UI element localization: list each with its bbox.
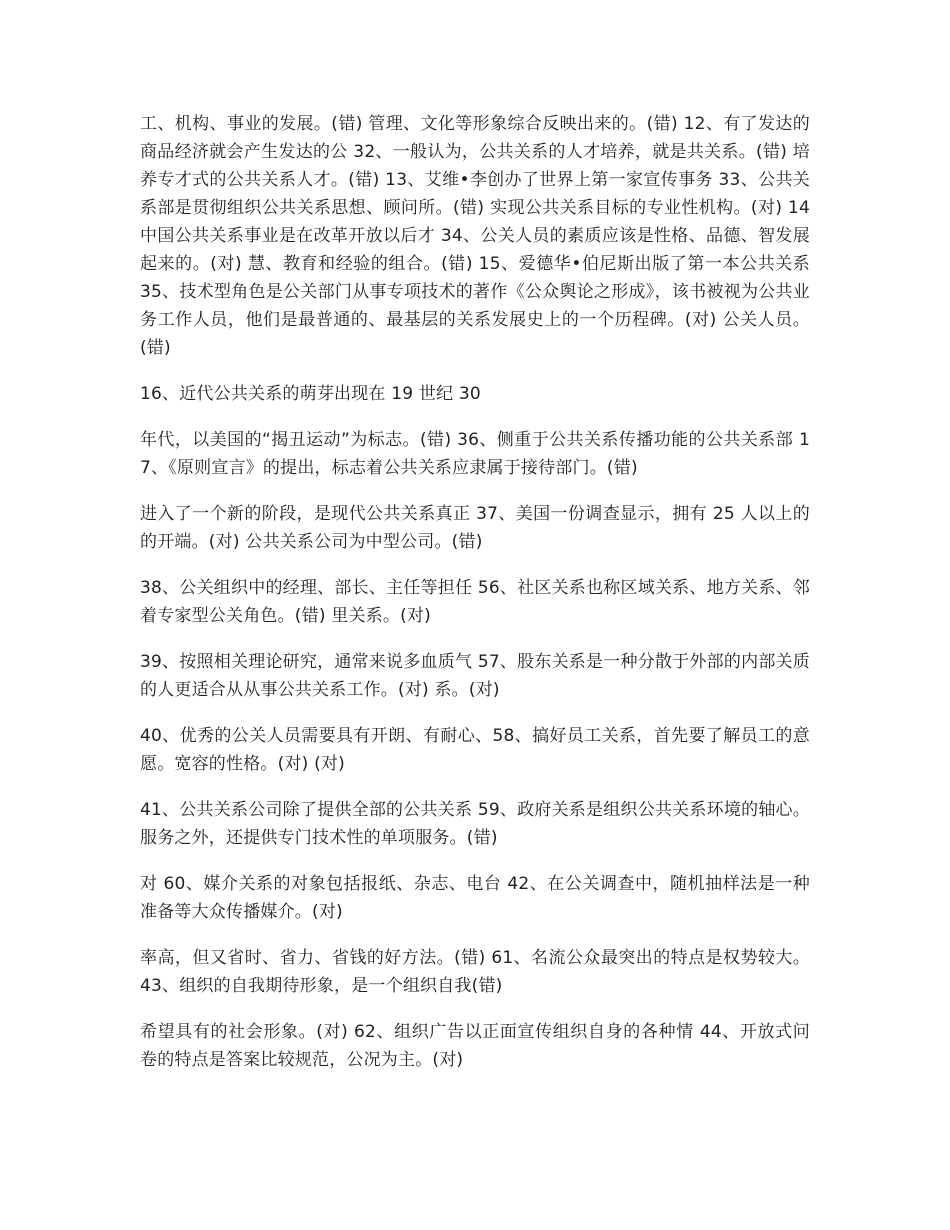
paragraph-9: 对 60、媒介关系的对象包括报纸、杂志、电台 42、在公关调查中，随机抽样法是一种准备等大众传播媒介。(对) — [140, 874, 810, 922]
paragraph-4: 进入了一个新的阶段，是现代公共关系真正 37、美国一份调查显示，拥有 25 人以上的的开端。(对) 公共关系公司为中型公司。(错) — [140, 504, 810, 552]
paragraph-11: 希望具有的社会形象。(对) 62、组织广告以正面宣传组织自身的各种情 44、开放式问卷的特点是答案比较规范，公况为主。(对) — [140, 1022, 810, 1070]
paragraph-8: 41、公共关系公司除了提供全部的公共关系 59、政府关系是组织公共关系环境的轴心。服务之外，还提供专门技术性的单项服务。(错) — [140, 800, 810, 848]
paragraph-1: 工、机构、事业的发展。(错) 管理、文化等形象综合反映出来的。(错) 12、有了发达的商品经济就会产生发达的公 32、一般认为，公共关系的人才培养，就是共关系。(错) 培养专才式的公共关系人才。(错) 13、艾维•李创办了世界上第一家宣传事务 33、公共关系部是贯彻组织公共关系思想、顾问所。(错) 实现公共关系目标的专业性机构。(对) 14 中国公共关系事业是在改革开放以后才 34、公关人员的素质应该是性格、品德、智发展起来的。(对) 慧、教育和经验的组合。(错) 15、爱德华•伯尼斯出版了第一本公共关系 35、技术型角色是公关部门从事专项技术的著作《公众舆论之形成》，该书被视为公共业务工作人员，他们是最普通的、最基层的关系发展史上的一个历程碑。(对) 公关人员。(错) — [140, 114, 810, 358]
paragraph-3: 年代，以美国的“揭丑运动”为标志。(错) 36、侧重于公共关系传播功能的公共关系部 17、《原则宣言》的提出，标志着公共关系应隶属于接待部门。(错) — [140, 430, 810, 478]
document-body — [140, 110, 810, 1092]
paragraph-5: 38、公关组织中的经理、部长、主任等担任 56、社区关系也称区域关系、地方关系、邻着专家型公关角色。(错) 里关系。(对) — [140, 578, 810, 626]
paragraph-6: 39、按照相关理论研究，通常来说多血质气 57、股东关系是一种分散于外部的内部关质的人更适合从从事公共关系工作。(对) 系。(对) — [140, 652, 810, 700]
paragraph-10: 率高，但又省时、省力、省钱的好方法。(错) 61、名流公众最突出的特点是权势较大。43、组织的自我期待形象，是一个组织自我(错) — [140, 948, 810, 996]
paragraph-7: 40、优秀的公关人员需要具有开朗、有耐心、58、搞好员工关系，首先要了解员工的意愿。宽容的性格。(对) (对) — [140, 726, 810, 774]
paragraph-2: 16、近代公共关系的萌芽出现在 19 世纪 30 — [140, 384, 481, 404]
